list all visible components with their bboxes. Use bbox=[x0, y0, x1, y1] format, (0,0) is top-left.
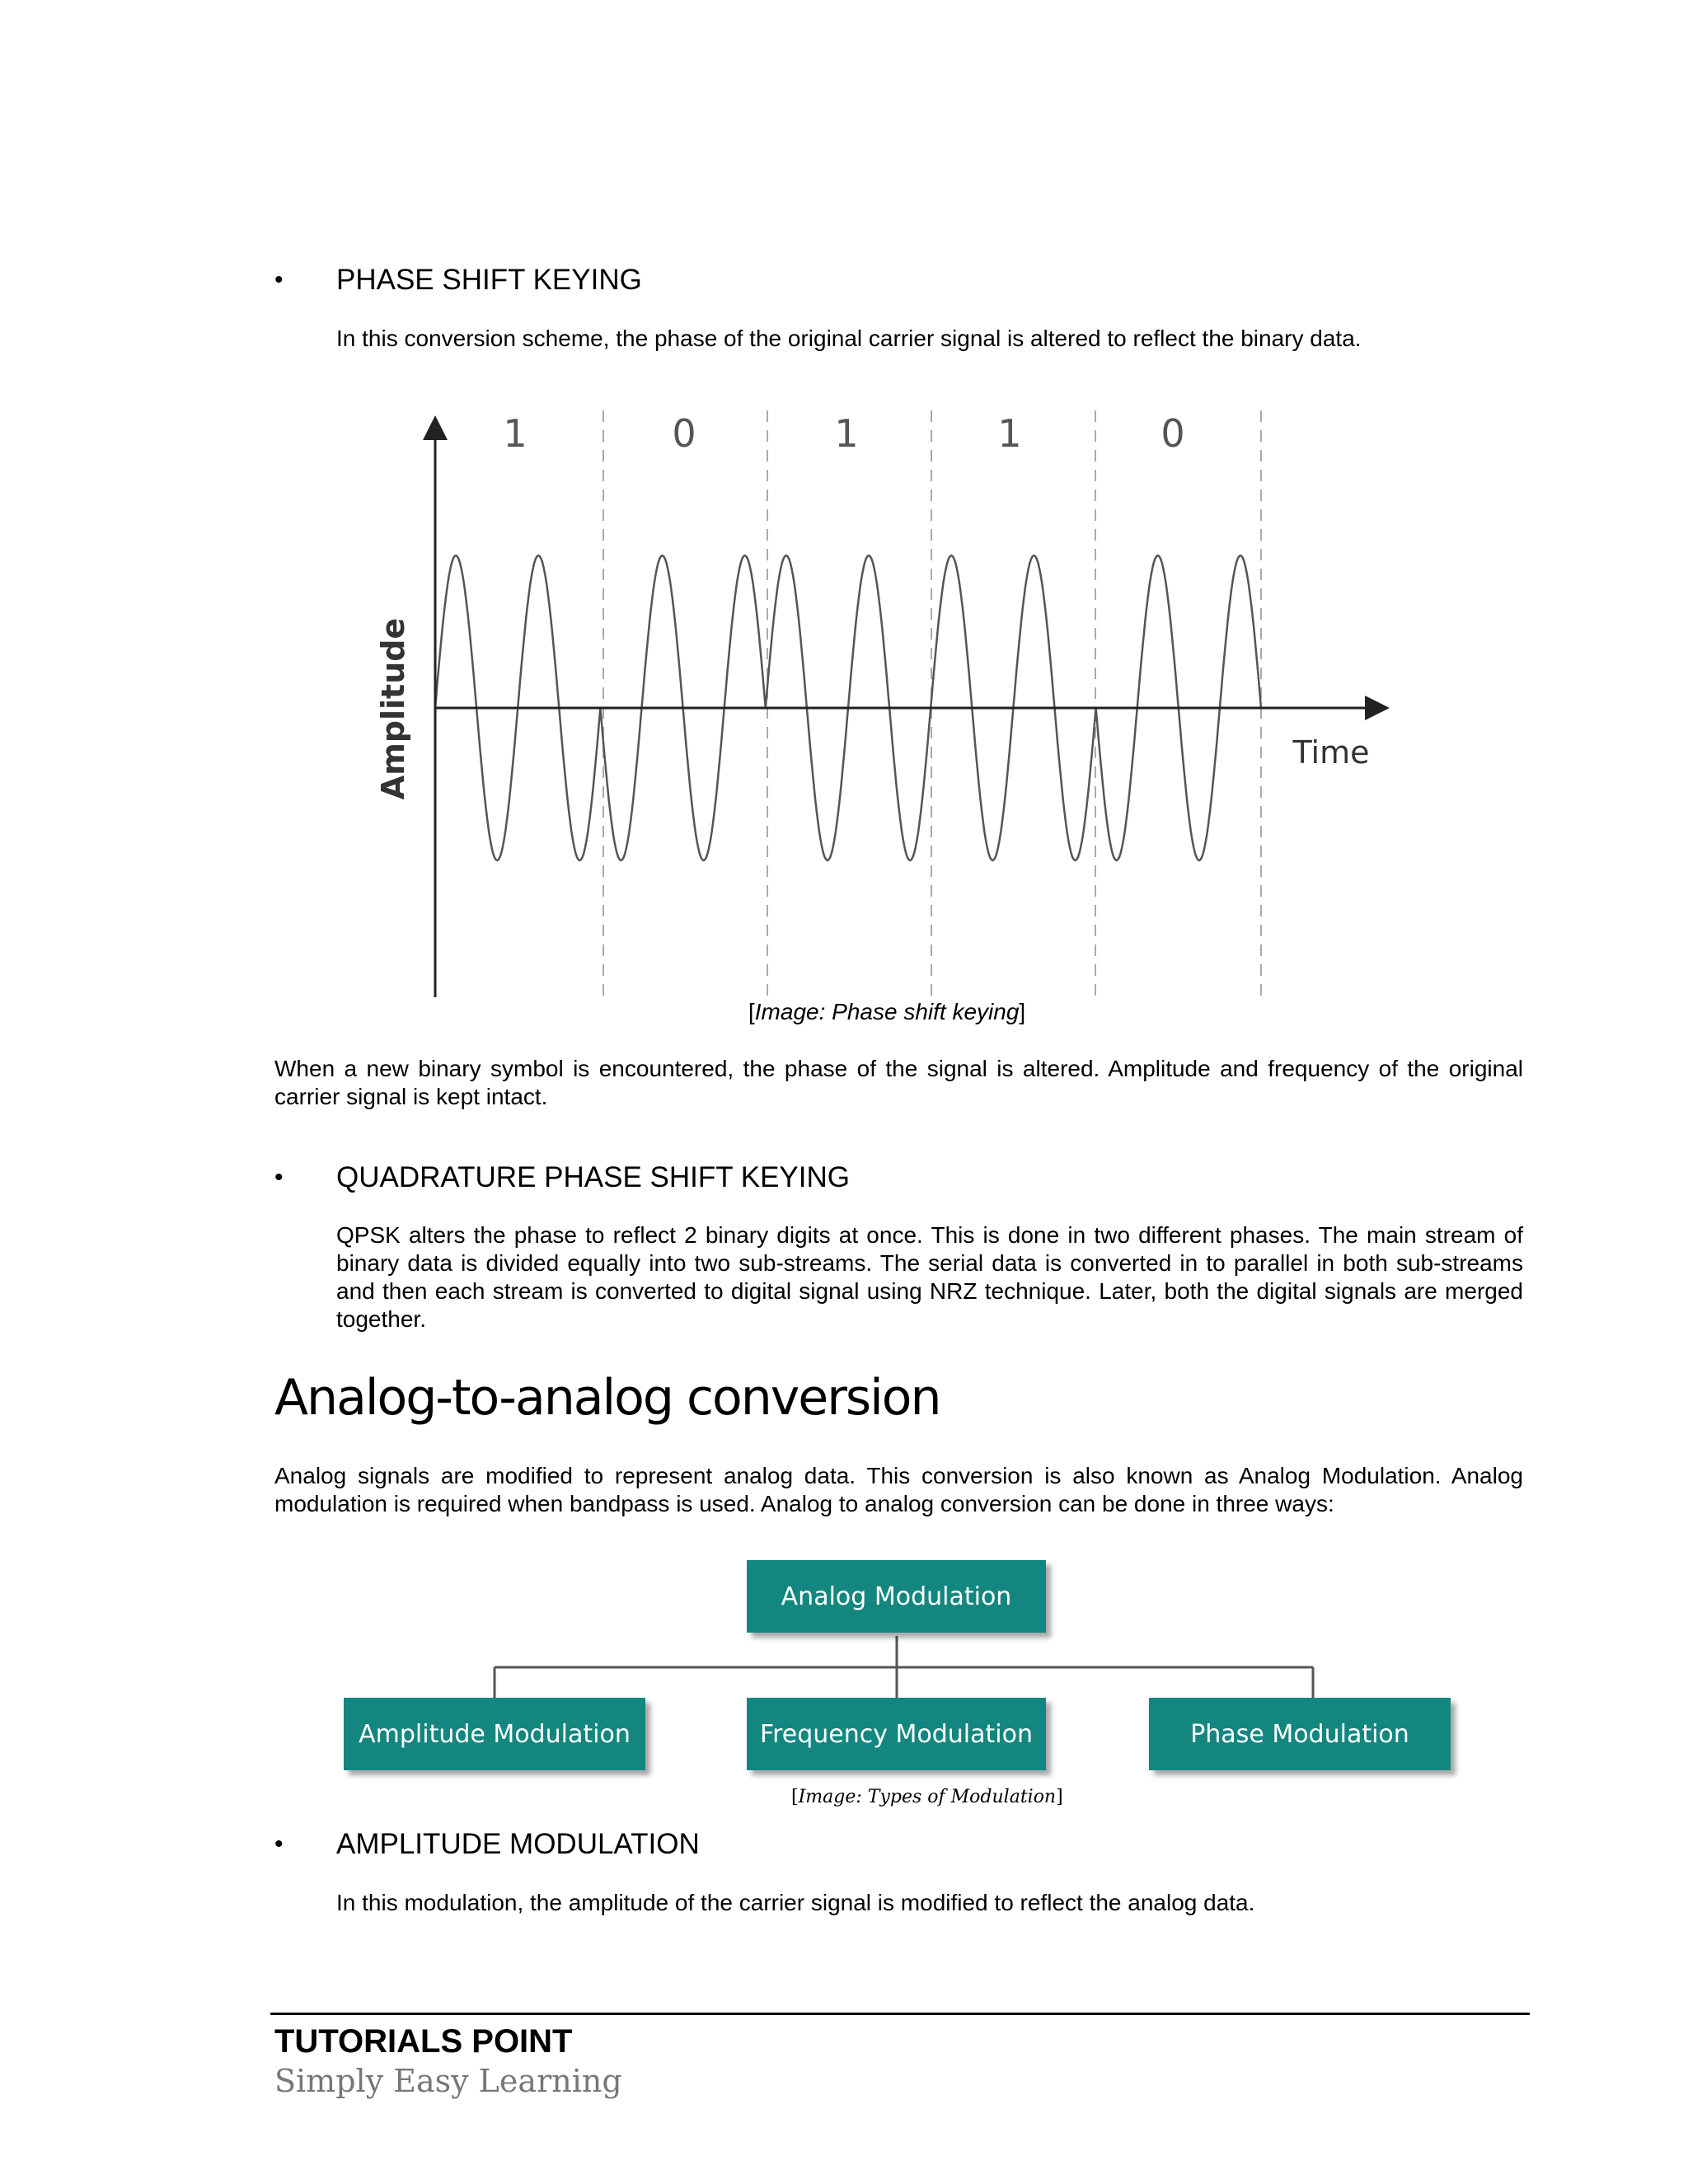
bullet-icon: • bbox=[274, 266, 284, 293]
psk-figure-caption: [Image: Phase shift keying] bbox=[748, 999, 1026, 1024]
bullet-icon: • bbox=[274, 1164, 284, 1191]
am-description: In this modulation, the amplitude of the carrier signal is modified to reflect the analog data. bbox=[336, 1890, 1255, 1915]
footer-divider bbox=[270, 2013, 1530, 2015]
footer-tagline: Simply Easy Learning bbox=[274, 2063, 622, 2099]
time-axis-label: Time bbox=[1292, 734, 1370, 771]
bit-label: 0 bbox=[1160, 411, 1185, 456]
psk-title: PHASE SHIFT KEYING bbox=[336, 264, 642, 296]
a2a-description: Analog signals are modified to represent analog data. This conversion is also known as Analog Modulation. Analog modulation is required when bandpass is used. Analog to analog conversion can be done in three ways: bbox=[274, 1463, 1523, 1516]
bit-label: 1 bbox=[834, 411, 859, 456]
amplitude-axis-label: Amplitude bbox=[375, 617, 411, 800]
psk-waveform-figure bbox=[363, 387, 1418, 1014]
psk-description: In this conversion scheme, the phase of the original carrier signal is altered to reflect the binary data. bbox=[336, 326, 1362, 351]
bit-label: 1 bbox=[503, 411, 528, 456]
bit-label: 1 bbox=[997, 411, 1022, 456]
analog-modulation-box: Analog Modulation bbox=[747, 1560, 1046, 1633]
psk-caption-text: Image: Phase shift keying bbox=[754, 999, 1020, 1024]
frequency-modulation-box: Frequency Modulation bbox=[747, 1698, 1046, 1770]
amplitude-modulation-box: Amplitude Modulation bbox=[344, 1698, 645, 1770]
bullet-icon: • bbox=[274, 1830, 284, 1858]
footer-brand: TUTORIALS POINT bbox=[274, 2023, 573, 2060]
bit-label: 0 bbox=[672, 411, 696, 456]
qpsk-title: QUADRATURE PHASE SHIFT KEYING bbox=[336, 1161, 850, 1193]
section-heading: Analog-to-analog conversion bbox=[274, 1369, 940, 1427]
psk-explanation: When a new binary symbol is encountered, the phase of the signal is altered. Amplitude and frequency of the original carrier signal is kept intact. bbox=[274, 1056, 1523, 1109]
modulation-caption-text: Image: Types of Modulation bbox=[798, 1787, 1057, 1807]
phase-modulation-box: Phase Modulation bbox=[1149, 1698, 1451, 1770]
modulation-figure-caption: [Image: Types of Modulation] bbox=[791, 1787, 1063, 1807]
qpsk-description: QPSK alters the phase to reflect 2 binary digits at once. This is done in two different phases. The main stream of binary data is divided equally into two sub-streams. The serial data is converted in to parallel in both sub-streams and then each stream is converted to digital signal using NRZ technique. Later, both the digital signals are merged together. bbox=[336, 1222, 1523, 1332]
am-title: AMPLITUDE MODULATION bbox=[336, 1828, 700, 1860]
